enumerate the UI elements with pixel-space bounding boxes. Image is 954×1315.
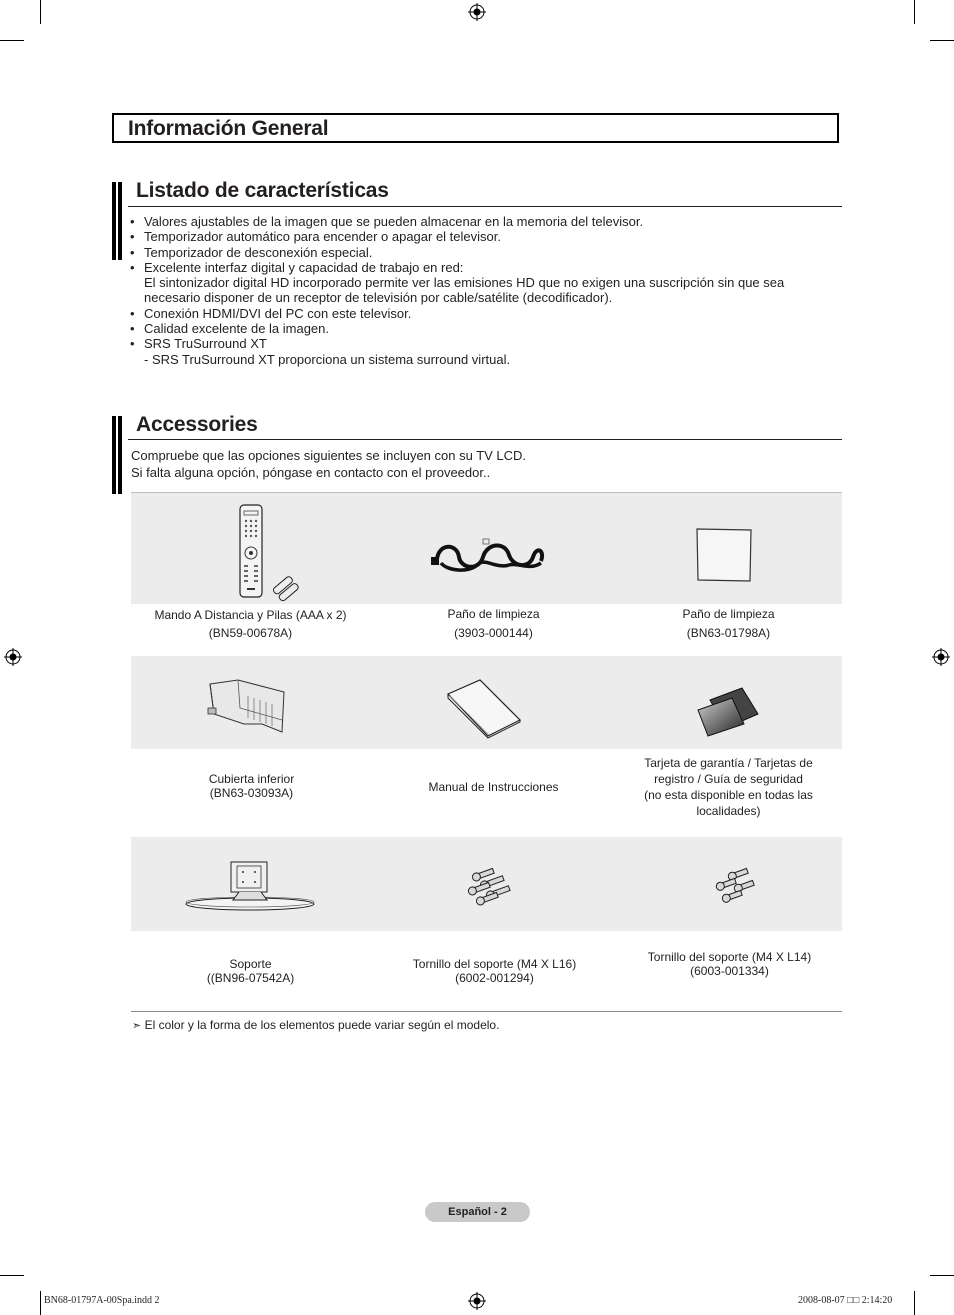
accessory-label: Tarjeta de garantía / Tarjetas de registro / Guía de seguridad (no esta disponible en todas las localidades) — [644, 756, 813, 818]
intro-line: Compruebe que las opciones siguientes se incluyen con su TV LCD. — [131, 448, 527, 463]
accessory-label: Cubierta inferior (BN63-03093A) — [208, 772, 295, 800]
note-arrow-icon: ➣ — [132, 1020, 142, 1032]
feature-subtext: El sintonizador digital HD incorporado permite ver las emisiones HD que no exigen una suscripción sin que sea — [144, 275, 785, 291]
registration-mark-icon — [468, 1292, 486, 1310]
table-bottom-rule — [131, 1011, 842, 1012]
section-marker — [112, 416, 122, 494]
feature-item: • Calidad excelente de la imagen. — [130, 321, 830, 336]
registration-mark-icon — [932, 648, 950, 666]
accessories-intro — [131, 447, 526, 481]
feature-item: • Excelente interfaz digital y capacidad de trabajo en red: — [130, 260, 830, 275]
features-list — [130, 214, 830, 367]
note-text: El color y la forma de los elementos puede variar según el modelo. — [144, 1018, 500, 1032]
crop-mark — [0, 1275, 24, 1276]
page-title: Información General — [128, 117, 329, 140]
power-cord-icon — [429, 535, 549, 577]
registration-mark-icon — [468, 3, 486, 21]
features-heading: Listado de características — [136, 179, 389, 202]
feature-item: • Valores ajustables de la imagen que se pueden almacenar en la memoria del televisor. — [130, 214, 830, 229]
crop-mark — [930, 40, 954, 41]
crop-mark — [40, 0, 41, 24]
registration-mark-icon — [4, 648, 22, 666]
crop-mark — [914, 1291, 915, 1315]
footer-filename: BN68-01797A-00Spa.indd 2 — [44, 1295, 160, 1306]
bottom-cover-icon — [204, 678, 288, 734]
accessory-label: Paño de limpieza (BN63-01798A) — [682, 607, 775, 640]
screws-icon — [464, 866, 520, 906]
section-rule — [128, 206, 842, 207]
accessory-label: Manual de Instrucciones — [428, 780, 559, 794]
note — [132, 1018, 499, 1032]
section-marker — [112, 182, 122, 260]
footer-timestamp: 2008-08-07 □□ 2:14:20 — [798, 1295, 893, 1306]
page-number-badge: Español - 2 — [425, 1202, 530, 1222]
accessory-label: Mando A Distancia y Pilas (AAA x 2) (BN59-00678A) — [154, 608, 347, 640]
stand-icon — [183, 858, 317, 914]
accessory-label: Soporte ((BN96-07542A) — [206, 957, 295, 985]
crop-mark — [40, 1291, 41, 1315]
cards-icon — [696, 686, 762, 738]
accessory-label: Paño de limpieza (3903-000144) — [447, 607, 540, 640]
feature-subtext: necesario disponer de un receptor de televisión por cable/satélite (decodificador). — [144, 290, 613, 306]
intro-line: Si falta alguna opción, póngase en contacto con el proveedor.. — [131, 465, 491, 480]
cleaning-cloth-icon — [694, 526, 754, 584]
page-title-box — [112, 113, 839, 143]
feature-subtext: - SRS TruSurround XT proporciona un sistema surround virtual. — [144, 351, 511, 367]
feature-item: • Conexión HDMI/DVI del PC con este televisor. — [130, 306, 830, 321]
section-rule — [128, 439, 842, 440]
accessory-label: Tornillo del soporte (M4 X L16) (6002-001294) — [412, 957, 577, 985]
accessories-heading: Accessories — [136, 413, 258, 436]
crop-mark — [914, 0, 915, 24]
remote-control-icon — [236, 503, 306, 599]
feature-item: • Temporizador automático para encender o apagar el televisor. — [130, 229, 830, 244]
screws-icon — [710, 866, 762, 906]
crop-mark — [930, 1275, 954, 1276]
accessory-label: Tornillo del soporte (M4 X L14) (6003-001334) — [647, 950, 812, 978]
feature-item: • SRS TruSurround XT — [130, 336, 830, 351]
manual-icon — [444, 678, 524, 738]
feature-item: • Temporizador de desconexión especial. — [130, 245, 830, 260]
crop-mark — [0, 40, 24, 41]
